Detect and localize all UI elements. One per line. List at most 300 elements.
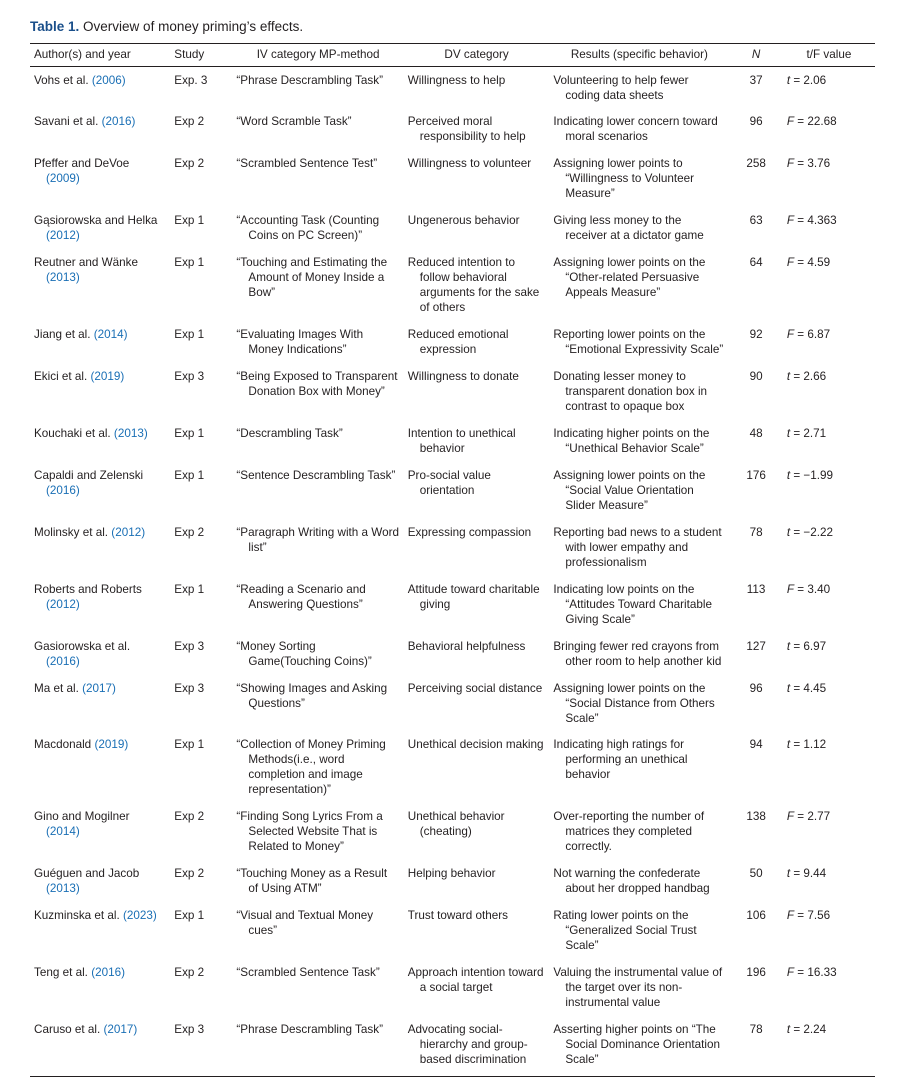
cell-results-text: Indicating higher points on the “Unethical Behavior Scale” bbox=[553, 426, 710, 455]
cell-n-text: 63 bbox=[749, 214, 763, 228]
tf-statistic-value: = 9.44 bbox=[790, 867, 827, 881]
author-name: Ekici et al. bbox=[34, 370, 91, 384]
cell-n bbox=[729, 861, 783, 903]
cell-dv-category-text: Perceived moral responsibility to help bbox=[407, 115, 526, 144]
cell-dv-category-text: Behavioral helpfulness bbox=[407, 639, 526, 653]
cell-iv-method bbox=[232, 861, 403, 903]
author-name: Capaldi and Zelenski bbox=[34, 468, 144, 482]
table-row bbox=[30, 109, 875, 151]
cell-results bbox=[549, 1017, 729, 1074]
tf-statistic-symbol: F bbox=[786, 909, 794, 923]
cell-dv-category bbox=[404, 421, 550, 463]
cell-iv-method bbox=[232, 250, 403, 322]
cell-n bbox=[729, 1017, 783, 1074]
cell-author bbox=[30, 1017, 170, 1074]
cell-tf-value bbox=[783, 1017, 875, 1074]
cell-author bbox=[30, 421, 170, 463]
cell-tf-value bbox=[783, 960, 875, 1017]
citation-year-link[interactable]: (2006) bbox=[91, 73, 126, 87]
cell-n-text: 64 bbox=[749, 256, 763, 270]
cell-results bbox=[549, 903, 729, 960]
tf-statistic-symbol: F bbox=[786, 810, 794, 824]
column-header-author: Author(s) and year bbox=[30, 43, 170, 66]
cell-dv-category bbox=[404, 903, 550, 960]
column-header-study: Study bbox=[170, 43, 232, 66]
cell-results-text: Asserting higher points on “The Social Dominance Orientation Scale” bbox=[553, 1023, 721, 1066]
author-name: Teng et al. bbox=[34, 966, 92, 980]
table-row bbox=[30, 903, 875, 960]
cell-author bbox=[30, 151, 170, 208]
cell-n bbox=[729, 250, 783, 322]
cell-dv-category bbox=[404, 322, 550, 364]
cell-dv-category bbox=[404, 960, 550, 1017]
cell-results bbox=[549, 463, 729, 520]
cell-results bbox=[549, 208, 729, 250]
cell-study-text: Exp 2 bbox=[174, 867, 205, 881]
tf-statistic-value: = −1.99 bbox=[790, 468, 834, 482]
cell-study bbox=[170, 151, 232, 208]
tf-statistic-symbol: F bbox=[786, 256, 794, 270]
cell-tf-value bbox=[783, 208, 875, 250]
author-name: Ma et al. bbox=[34, 681, 83, 695]
cell-n bbox=[729, 520, 783, 577]
cell-study bbox=[170, 208, 232, 250]
cell-n-text: 96 bbox=[749, 115, 763, 129]
author-name: Savani et al. bbox=[34, 115, 102, 129]
cell-n-text: 94 bbox=[749, 738, 763, 752]
cell-author bbox=[30, 861, 170, 903]
author-name: Vohs et al. bbox=[34, 73, 92, 87]
cell-results-text: Indicating high ratings for performing an unethical behavior bbox=[553, 738, 688, 782]
tf-statistic-symbol: t bbox=[786, 370, 791, 384]
cell-dv-category bbox=[404, 577, 550, 634]
cell-iv-method-text: “Word Scramble Task” bbox=[236, 115, 352, 129]
cell-results-text: Over-reporting the number of matrices they completed correctly. bbox=[553, 810, 705, 854]
cell-iv-method-text: “Phrase Descrambling Task” bbox=[236, 73, 383, 87]
tf-statistic-value: = 2.66 bbox=[790, 370, 827, 384]
cell-dv-category bbox=[404, 364, 550, 421]
cell-study-text: Exp 1 bbox=[174, 468, 205, 482]
author-name: Gino and Mogilner bbox=[34, 810, 130, 824]
author-name: Pfeffer and DeVoe bbox=[34, 157, 130, 171]
tf-statistic-value: = 3.76 bbox=[794, 157, 831, 171]
cell-author bbox=[30, 577, 170, 634]
table-header-row bbox=[30, 43, 875, 66]
tf-statistic-value: = 22.68 bbox=[794, 115, 837, 129]
cell-study-text: Exp 1 bbox=[174, 738, 205, 752]
cell-dv-category-text: Expressing compassion bbox=[407, 525, 532, 539]
cell-results-text: Giving less money to the receiver at a dictator game bbox=[553, 214, 704, 243]
table-row bbox=[30, 322, 875, 364]
tf-statistic-value: = 1.12 bbox=[790, 738, 827, 752]
cell-n-text: 78 bbox=[749, 1023, 763, 1037]
cell-n bbox=[729, 903, 783, 960]
cell-dv-category bbox=[404, 861, 550, 903]
cell-study-text: Exp. 3 bbox=[174, 73, 208, 87]
cell-n-text: 50 bbox=[749, 867, 763, 881]
cell-author bbox=[30, 960, 170, 1017]
cell-author bbox=[30, 208, 170, 250]
tf-statistic-symbol: t bbox=[786, 681, 791, 695]
tf-statistic-symbol: t bbox=[786, 426, 791, 440]
table-caption bbox=[30, 18, 875, 36]
cell-dv-category-text: Trust toward others bbox=[407, 909, 508, 923]
cell-study bbox=[170, 364, 232, 421]
cell-iv-method-text: “Scrambled Sentence Test” bbox=[236, 157, 378, 171]
cell-author bbox=[30, 634, 170, 676]
cell-iv-method bbox=[232, 322, 403, 364]
author-name: Jiang et al. bbox=[34, 328, 94, 342]
tf-statistic-value: = 2.06 bbox=[790, 73, 827, 87]
cell-dv-category bbox=[404, 151, 550, 208]
citation-year-link[interactable]: (2016) bbox=[46, 483, 80, 497]
tf-statistic-value: = 4.59 bbox=[794, 256, 831, 270]
cell-n bbox=[729, 151, 783, 208]
citation-year-link[interactable]: (2016) bbox=[46, 654, 80, 668]
tf-statistic-value: = 6.97 bbox=[790, 639, 827, 653]
cell-n bbox=[729, 634, 783, 676]
cell-dv-category bbox=[404, 732, 550, 804]
cell-results bbox=[549, 732, 729, 804]
cell-iv-method-text: “Descrambling Task” bbox=[236, 426, 343, 440]
table-bottom-rule bbox=[30, 1076, 875, 1077]
citation-year-link[interactable]: (2019) bbox=[90, 370, 125, 384]
cell-study-text: Exp 2 bbox=[174, 157, 205, 171]
cell-study bbox=[170, 66, 232, 109]
cell-results-text: Not warning the confederate about her dropped handbag bbox=[553, 867, 710, 896]
cell-results-text: Reporting bad news to a student with lower empathy and professionalism bbox=[553, 525, 722, 569]
table-row bbox=[30, 960, 875, 1017]
cell-study-text: Exp 3 bbox=[174, 370, 205, 384]
cell-iv-method bbox=[232, 208, 403, 250]
cell-author bbox=[30, 250, 170, 322]
column-header-tf: t/F value bbox=[783, 43, 875, 66]
cell-iv-method-text: “Sentence Descrambling Task” bbox=[236, 468, 396, 482]
cell-dv-category bbox=[404, 634, 550, 676]
author-name: Roberts and Roberts bbox=[34, 582, 142, 596]
cell-study-text: Exp 3 bbox=[174, 639, 205, 653]
cell-n-text: 90 bbox=[749, 370, 763, 384]
cell-study bbox=[170, 804, 232, 861]
cell-iv-method bbox=[232, 151, 403, 208]
cell-dv-category-text: Reduced intention to follow behavioral arguments for the sake of others bbox=[407, 256, 540, 315]
cell-results-text: Reporting lower points on the “Emotional Expressivity Scale” bbox=[553, 328, 724, 357]
money-priming-effects-table bbox=[30, 43, 875, 1074]
table-row bbox=[30, 250, 875, 322]
cell-results-text: Assigning lower points on the “Social Value Orientation Slider Measure” bbox=[553, 468, 706, 512]
tf-statistic-symbol: F bbox=[786, 328, 794, 342]
table-row bbox=[30, 804, 875, 861]
cell-author bbox=[30, 804, 170, 861]
tf-statistic-value: = 6.87 bbox=[794, 328, 831, 342]
cell-dv-category-text: Intention to unethical behavior bbox=[407, 426, 516, 455]
cell-study-text: Exp 1 bbox=[174, 256, 205, 270]
cell-results bbox=[549, 520, 729, 577]
cell-tf-value bbox=[783, 676, 875, 733]
author-name: Molinsky et al. bbox=[34, 525, 112, 539]
citation-year-link[interactable]: (2016) bbox=[91, 966, 125, 980]
author-name: Gasiorowska et al. bbox=[34, 639, 131, 653]
table-row bbox=[30, 520, 875, 577]
cell-results-text: Bringing fewer red crayons from other room to help another kid bbox=[553, 639, 722, 668]
cell-iv-method bbox=[232, 676, 403, 733]
tf-statistic-symbol: t bbox=[786, 1023, 791, 1037]
tf-statistic-value: = 4.363 bbox=[794, 214, 837, 228]
cell-results bbox=[549, 676, 729, 733]
cell-n bbox=[729, 676, 783, 733]
cell-study-text: Exp 2 bbox=[174, 525, 205, 539]
cell-dv-category-text: Reduced emotional expression bbox=[407, 328, 509, 357]
citation-year-link[interactable]: (2009) bbox=[46, 172, 80, 186]
cell-study bbox=[170, 960, 232, 1017]
cell-results bbox=[549, 250, 729, 322]
tf-statistic-value: = 2.71 bbox=[790, 426, 827, 440]
cell-results-text: Assigning lower points to “Willingness to Volunteer Measure” bbox=[553, 157, 695, 201]
cell-iv-method-text: “Accounting Task (Counting Coins on PC Screen)” bbox=[236, 214, 380, 243]
cell-tf-value bbox=[783, 520, 875, 577]
cell-tf-value bbox=[783, 250, 875, 322]
cell-results bbox=[549, 364, 729, 421]
citation-year-link[interactable]: (2019) bbox=[94, 738, 129, 752]
cell-iv-method bbox=[232, 463, 403, 520]
tf-statistic-symbol: t bbox=[786, 639, 791, 653]
tf-statistic-symbol: t bbox=[786, 867, 791, 881]
cell-iv-method bbox=[232, 421, 403, 463]
cell-n-text: 48 bbox=[749, 426, 763, 440]
cell-tf-value bbox=[783, 732, 875, 804]
cell-n bbox=[729, 109, 783, 151]
cell-results-text: Assigning lower points on the “Social Distance from Others Scale” bbox=[553, 681, 715, 725]
cell-dv-category-text: Unethical behavior (cheating) bbox=[407, 810, 505, 839]
cell-iv-method bbox=[232, 804, 403, 861]
cell-iv-method bbox=[232, 732, 403, 804]
cell-n-text: 78 bbox=[749, 525, 763, 539]
citation-year-link[interactable]: (2014) bbox=[46, 825, 80, 839]
table-row bbox=[30, 364, 875, 421]
cell-dv-category-text: Approach intention toward a social target bbox=[407, 966, 544, 995]
cell-n-text: 37 bbox=[749, 73, 763, 87]
citation-year-link[interactable]: (2012) bbox=[46, 597, 80, 611]
table-body bbox=[30, 66, 875, 1074]
cell-results bbox=[549, 861, 729, 903]
cell-dv-category-text: Ungenerous behavior bbox=[407, 214, 520, 228]
cell-dv-category-text: Helping behavior bbox=[407, 867, 496, 881]
column-header-dv: DV category bbox=[404, 43, 550, 66]
cell-n-text: 196 bbox=[746, 966, 766, 980]
cell-study bbox=[170, 520, 232, 577]
citation-year-link[interactable]: (2012) bbox=[111, 525, 146, 539]
cell-results bbox=[549, 322, 729, 364]
cell-n bbox=[729, 322, 783, 364]
cell-iv-method bbox=[232, 520, 403, 577]
tf-statistic-value: = 3.40 bbox=[794, 582, 831, 596]
cell-results-text: Valuing the instrumental value of the target over its non-instrumental value bbox=[553, 966, 723, 1010]
cell-author bbox=[30, 676, 170, 733]
cell-author bbox=[30, 109, 170, 151]
cell-study bbox=[170, 463, 232, 520]
cell-n bbox=[729, 960, 783, 1017]
cell-author bbox=[30, 364, 170, 421]
citation-year-link[interactable]: (2016) bbox=[101, 115, 136, 129]
cell-author bbox=[30, 732, 170, 804]
cell-iv-method-text: “Money Sorting Game(Touching Coins)” bbox=[236, 639, 372, 668]
cell-tf-value bbox=[783, 364, 875, 421]
table-row bbox=[30, 577, 875, 634]
cell-study bbox=[170, 1017, 232, 1074]
cell-study-text: Exp 1 bbox=[174, 909, 205, 923]
cell-results-text: Indicating lower concern toward moral scenarios bbox=[553, 115, 718, 144]
cell-results-text: Donating lesser money to transparent donation box in contrast to opaque box bbox=[553, 370, 708, 414]
cell-study-text: Exp 1 bbox=[174, 328, 205, 342]
cell-study bbox=[170, 250, 232, 322]
table-row bbox=[30, 732, 875, 804]
citation-year-link[interactable]: (2013) bbox=[113, 426, 148, 440]
cell-tf-value bbox=[783, 804, 875, 861]
cell-n-text: 138 bbox=[746, 810, 766, 824]
cell-dv-category bbox=[404, 208, 550, 250]
tf-statistic-value: = −2.22 bbox=[790, 525, 834, 539]
author-name: Gąsiorowska and Helka bbox=[34, 214, 158, 228]
cell-study bbox=[170, 634, 232, 676]
cell-study-text: Exp 3 bbox=[174, 1023, 205, 1037]
cell-study-text: Exp 1 bbox=[174, 582, 205, 596]
cell-n bbox=[729, 208, 783, 250]
tf-statistic-symbol: F bbox=[786, 157, 794, 171]
cell-results bbox=[549, 151, 729, 208]
cell-results-text: Volunteering to help fewer coding data sheets bbox=[553, 73, 689, 102]
tf-statistic-symbol: t bbox=[786, 738, 791, 752]
table-header bbox=[30, 43, 875, 66]
cell-results bbox=[549, 804, 729, 861]
cell-iv-method bbox=[232, 634, 403, 676]
cell-iv-method-text: “Touching Money as a Result of Using ATM” bbox=[236, 867, 388, 896]
cell-dv-category-text: Perceiving social distance bbox=[407, 681, 543, 695]
citation-year-link[interactable]: (2013) bbox=[46, 882, 80, 896]
cell-dv-category-text: Attitude toward charitable giving bbox=[407, 582, 540, 611]
author-name: Kouchaki et al. bbox=[34, 426, 114, 440]
cell-n-text: 113 bbox=[746, 582, 766, 596]
cell-n-text: 176 bbox=[746, 468, 766, 482]
cell-dv-category-text: Unethical decision making bbox=[407, 738, 544, 752]
cell-author bbox=[30, 903, 170, 960]
citation-year-link[interactable]: (2017) bbox=[103, 1023, 138, 1037]
cell-iv-method-text: “Evaluating Images With Money Indications” bbox=[236, 328, 364, 357]
cell-study-text: Exp 2 bbox=[174, 966, 205, 980]
cell-n bbox=[729, 66, 783, 109]
cell-tf-value bbox=[783, 903, 875, 960]
cell-iv-method-text: “Being Exposed to Transparent Donation Box with Money” bbox=[236, 370, 398, 399]
cell-n bbox=[729, 732, 783, 804]
citation-year-link[interactable]: (2013) bbox=[46, 271, 80, 285]
cell-tf-value bbox=[783, 322, 875, 364]
cell-dv-category-text: Advocating social-hierarchy and group-based discrimination bbox=[407, 1023, 528, 1066]
cell-n bbox=[729, 421, 783, 463]
cell-results-text: Rating lower points on the “Generalized Social Trust Scale” bbox=[553, 909, 697, 953]
cell-tf-value bbox=[783, 421, 875, 463]
cell-n-text: 258 bbox=[746, 157, 766, 171]
cell-tf-value bbox=[783, 577, 875, 634]
cell-results bbox=[549, 577, 729, 634]
citation-year-link[interactable]: (2017) bbox=[82, 681, 116, 695]
cell-dv-category-text: Willingness to donate bbox=[407, 370, 519, 384]
cell-iv-method-text: “Paragraph Writing with a Word list” bbox=[236, 525, 400, 554]
citation-year-link[interactable]: (2023) bbox=[123, 909, 157, 923]
cell-dv-category bbox=[404, 250, 550, 322]
cell-n-text: 92 bbox=[749, 328, 763, 342]
cell-tf-value bbox=[783, 66, 875, 109]
cell-author bbox=[30, 520, 170, 577]
author-name: Caruso et al. bbox=[34, 1023, 104, 1037]
cell-n-text: 96 bbox=[749, 681, 763, 695]
cell-dv-category bbox=[404, 520, 550, 577]
cell-iv-method-text: “Reading a Scenario and Answering Questions” bbox=[236, 582, 366, 611]
cell-study-text: Exp 3 bbox=[174, 681, 205, 695]
column-header-results: Results (specific behavior) bbox=[549, 43, 729, 66]
author-name: Kuzminska et al. bbox=[34, 909, 123, 923]
cell-dv-category bbox=[404, 676, 550, 733]
cell-tf-value bbox=[783, 151, 875, 208]
author-name: Macdonald bbox=[34, 738, 95, 752]
cell-dv-category-text: Willingness to volunteer bbox=[407, 157, 532, 171]
cell-study-text: Exp 1 bbox=[174, 214, 205, 228]
column-header-iv: IV category MP-method bbox=[232, 43, 403, 66]
cell-n-text: 127 bbox=[746, 639, 766, 653]
cell-study-text: Exp 2 bbox=[174, 115, 205, 129]
table-row bbox=[30, 208, 875, 250]
cell-study bbox=[170, 322, 232, 364]
cell-iv-method bbox=[232, 960, 403, 1017]
cell-tf-value bbox=[783, 634, 875, 676]
cell-iv-method-text: “Finding Song Lyrics From a Selected Website That is Related to Money” bbox=[236, 810, 383, 854]
citation-year-link[interactable]: (2012) bbox=[46, 229, 80, 243]
tf-statistic-symbol: t bbox=[786, 468, 791, 482]
cell-iv-method-text: “Showing Images and Asking Questions” bbox=[236, 681, 388, 710]
table-row bbox=[30, 421, 875, 463]
tf-statistic-symbol: F bbox=[786, 115, 794, 129]
author-name: Reutner and Wänke bbox=[34, 256, 138, 270]
tf-statistic-symbol: F bbox=[786, 214, 794, 228]
cell-author bbox=[30, 66, 170, 109]
table-row bbox=[30, 861, 875, 903]
table-row bbox=[30, 66, 875, 109]
table-row bbox=[30, 676, 875, 733]
cell-dv-category bbox=[404, 109, 550, 151]
cell-iv-method-text: “Scrambled Sentence Task” bbox=[236, 966, 380, 980]
cell-study bbox=[170, 577, 232, 634]
cell-tf-value bbox=[783, 861, 875, 903]
cell-study bbox=[170, 421, 232, 463]
tf-statistic-value: = 7.56 bbox=[794, 909, 831, 923]
cell-tf-value bbox=[783, 109, 875, 151]
cell-author bbox=[30, 322, 170, 364]
table-caption-label: Table 1. bbox=[30, 19, 80, 34]
table-row bbox=[30, 1017, 875, 1074]
cell-results bbox=[549, 960, 729, 1017]
cell-study bbox=[170, 676, 232, 733]
table-row bbox=[30, 151, 875, 208]
table-row bbox=[30, 463, 875, 520]
cell-study bbox=[170, 109, 232, 151]
citation-year-link[interactable]: (2014) bbox=[93, 328, 128, 342]
cell-iv-method-text: “Phrase Descrambling Task” bbox=[236, 1023, 383, 1037]
cell-dv-category bbox=[404, 1017, 550, 1074]
cell-tf-value bbox=[783, 463, 875, 520]
cell-dv-category-text: Pro-social value orientation bbox=[407, 468, 491, 497]
cell-dv-category bbox=[404, 804, 550, 861]
cell-results-text: Assigning lower points on the “Other-related Persuasive Appeals Measure” bbox=[553, 256, 706, 300]
tf-statistic-symbol: t bbox=[786, 73, 791, 87]
cell-dv-category bbox=[404, 66, 550, 109]
